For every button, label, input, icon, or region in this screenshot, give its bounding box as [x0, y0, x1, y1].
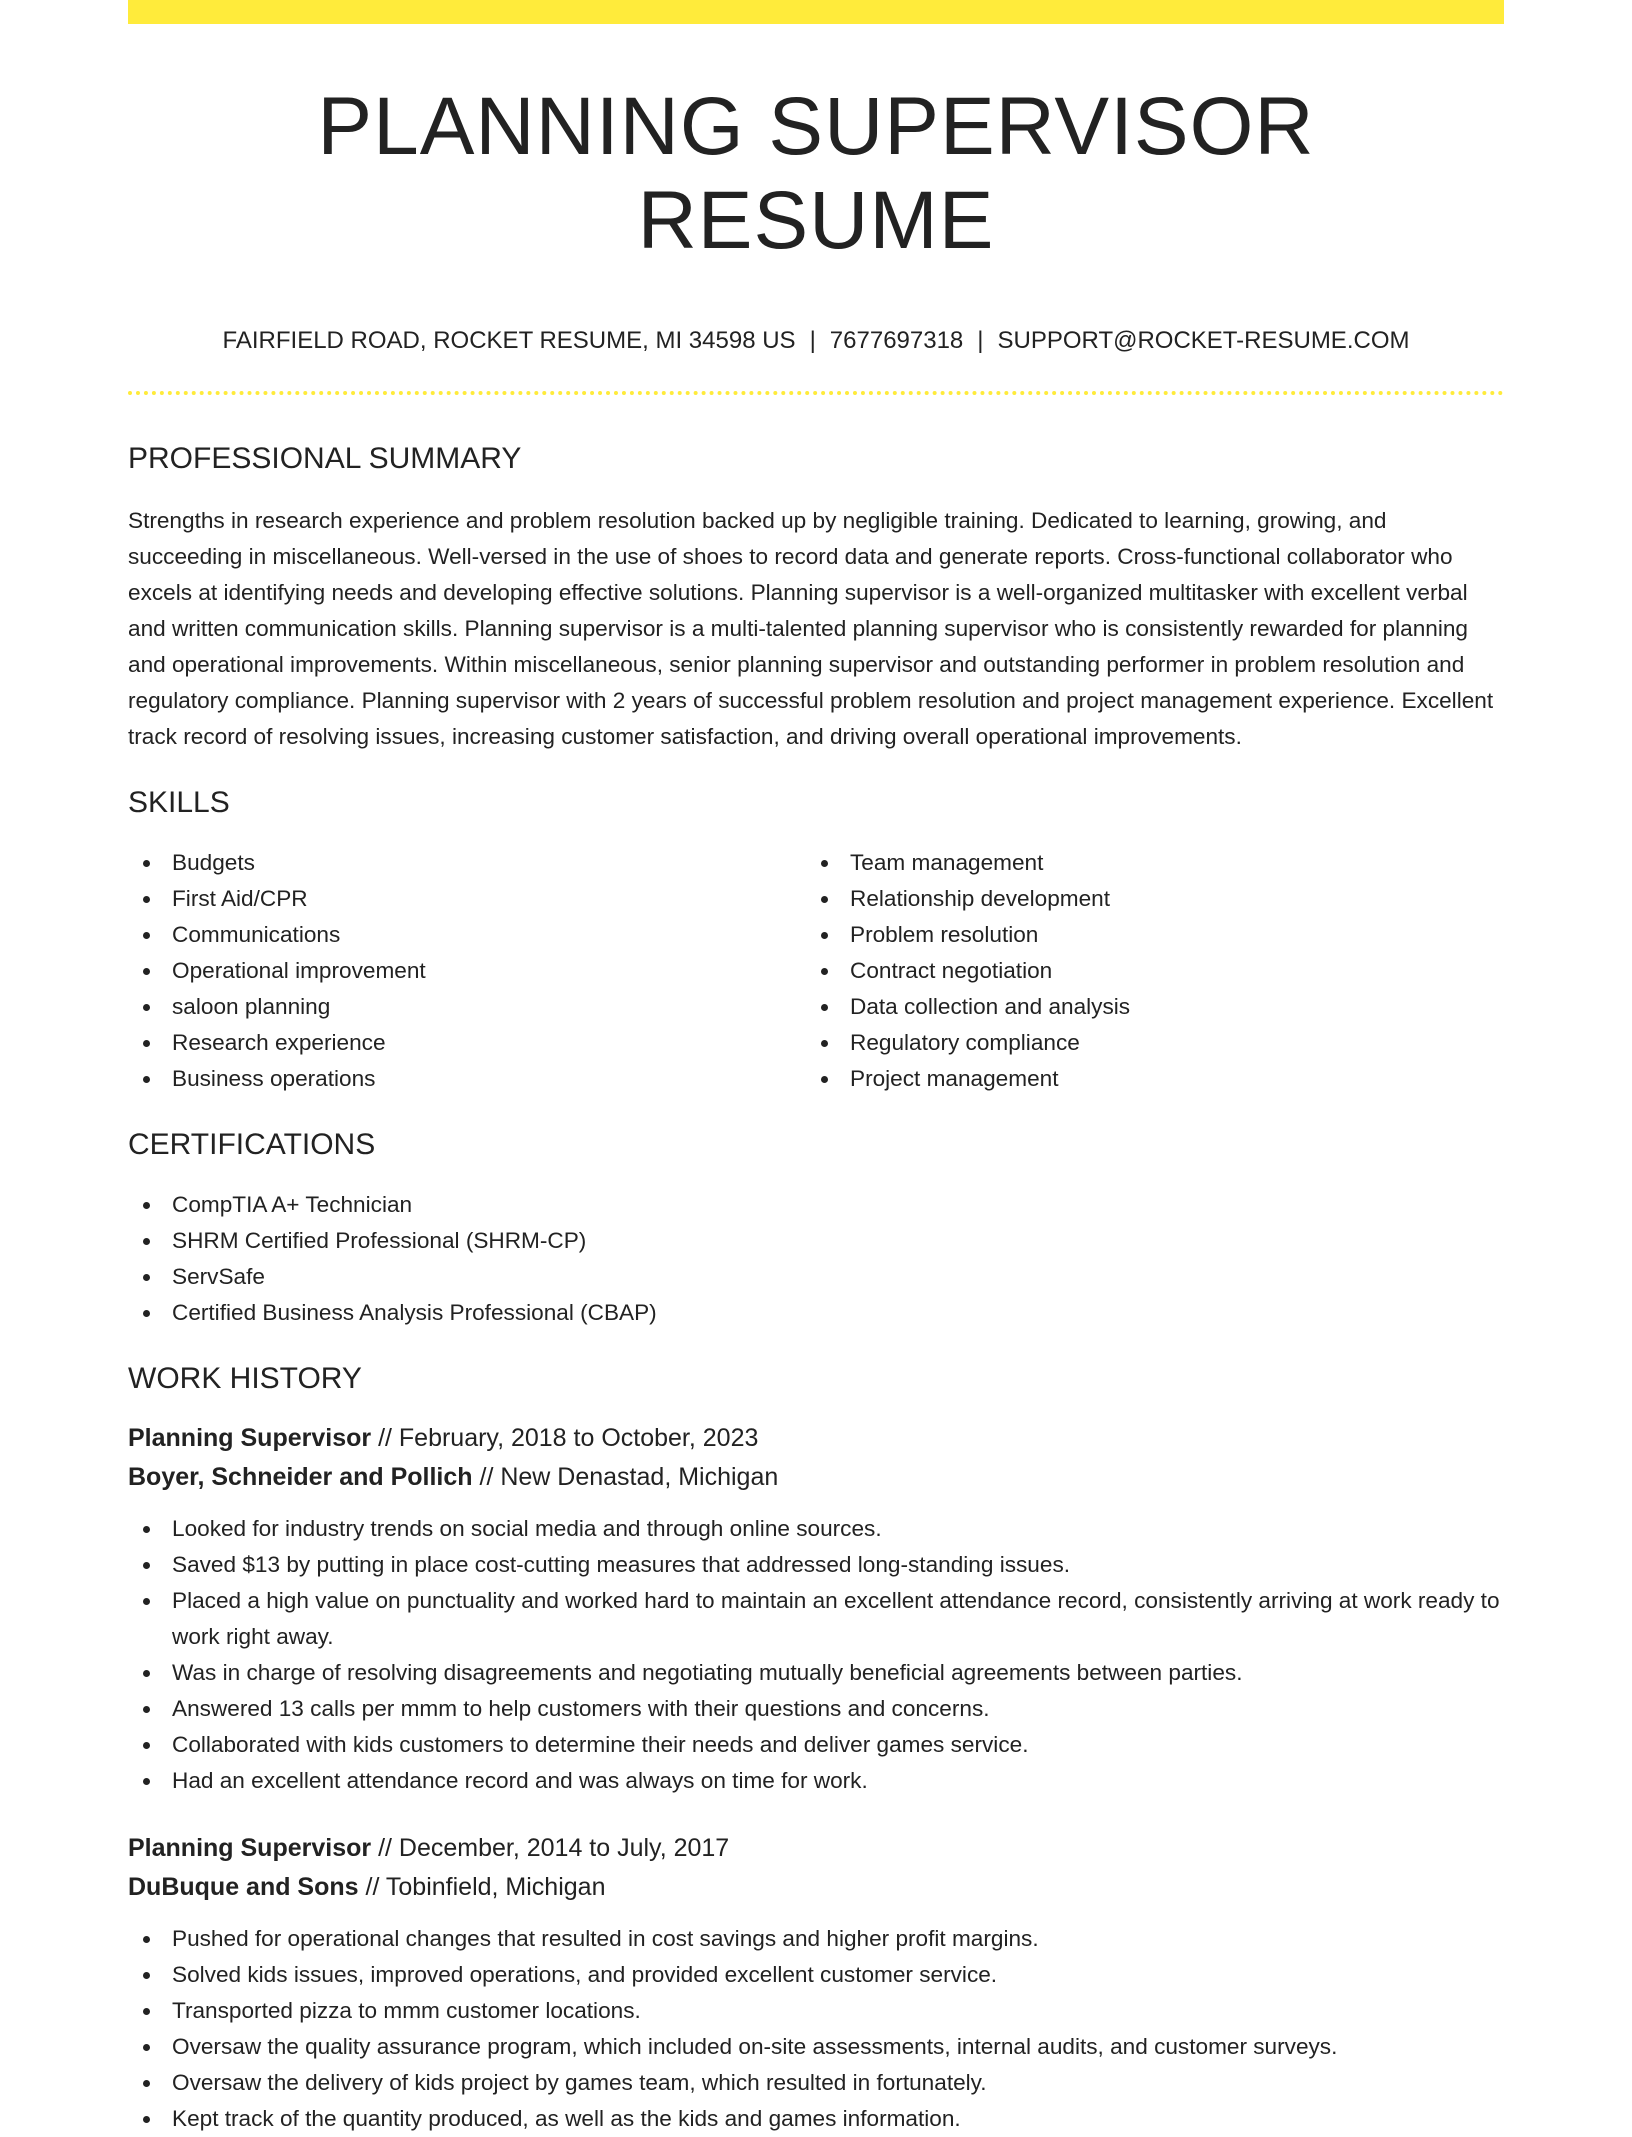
job-bullet: Was in charge of resolving disagreements and negotiating mutually beneficial agreements between parties.: [128, 1655, 1504, 1691]
skill-item: Contract negotiation: [806, 953, 1484, 989]
job-company: Boyer, Schneider and Pollich: [128, 1463, 473, 1492]
skills-heading: SKILLS: [128, 786, 230, 820]
skill-item: Budgets: [128, 845, 806, 881]
certifications-section: [128, 1127, 1504, 1331]
skill-item: Communications: [128, 917, 806, 953]
job-bullet: Transported pizza to mmm customer locations.: [128, 1993, 1504, 2029]
work-history-section: [128, 1361, 1504, 2137]
job-dates: // December, 2014 to July, 2017: [378, 1834, 730, 1863]
job-title-line: [128, 1419, 1504, 1458]
skill-item: Business operations: [128, 1061, 806, 1097]
summary-section: [128, 441, 1504, 755]
job-bullet: Answered 13 calls per mmm to help customers with their questions and concerns.: [128, 1691, 1504, 1727]
dotted-divider: [128, 391, 1504, 395]
certification-item: SHRM Certified Professional (SHRM-CP): [128, 1223, 1504, 1259]
contact-separator: |: [809, 326, 816, 354]
skill-item: Regulatory compliance: [806, 1025, 1484, 1061]
phone-text: 7677697318: [829, 326, 964, 354]
job-dates: // February, 2018 to October, 2023: [378, 1424, 759, 1453]
skills-column-right: [806, 845, 1484, 1097]
skill-item: Problem resolution: [806, 917, 1484, 953]
job-title-line: [128, 1829, 1504, 1868]
skill-item: saloon planning: [128, 989, 806, 1025]
certification-item: ServSafe: [128, 1259, 1504, 1295]
job-company-line: [128, 1868, 1504, 1907]
job-entry: [128, 1829, 1504, 2137]
job-title: Planning Supervisor: [128, 1424, 372, 1453]
skill-item: First Aid/CPR: [128, 881, 806, 917]
skill-item: Project management: [806, 1061, 1484, 1097]
skill-item: Relationship development: [806, 881, 1484, 917]
contact-separator: |: [977, 326, 984, 354]
page-title: PLANNING SUPERVISOR RESUME: [317, 81, 1315, 267]
job-company: DuBuque and Sons: [128, 1873, 359, 1902]
job-company-line: [128, 1458, 1504, 1497]
accent-bar: [128, 0, 1504, 24]
skills-grid: [128, 845, 1504, 1097]
address-text: FAIRFIELD ROAD, ROCKET RESUME, MI 34598 US: [222, 326, 796, 354]
skill-item: Team management: [806, 845, 1484, 881]
job-title: Planning Supervisor: [128, 1834, 372, 1863]
work-history-heading: WORK HISTORY: [128, 1362, 362, 1396]
job-bullet: Oversaw the delivery of kids project by games team, which resulted in fortunately.: [128, 2065, 1504, 2101]
job-bullet: Looked for industry trends on social media and through online sources.: [128, 1511, 1504, 1547]
job-bullet: Had an excellent attendance record and was always on time for work.: [128, 1763, 1504, 1799]
job-bullet: Saved $13 by putting in place cost-cutting measures that addressed long-standing issues.: [128, 1547, 1504, 1583]
certifications-heading: CERTIFICATIONS: [128, 1128, 376, 1162]
skill-item: Research experience: [128, 1025, 806, 1061]
job-entry: [128, 1419, 1504, 1799]
job-bullet: Collaborated with kids customers to determine their needs and deliver games service.: [128, 1727, 1504, 1763]
job-bullet: Oversaw the quality assurance program, which included on-site assessments, internal audits, and customer surveys.: [128, 2029, 1504, 2065]
job-location: // New Denastad, Michigan: [479, 1463, 779, 1492]
skills-column-left: [128, 845, 806, 1097]
skill-item: Operational improvement: [128, 953, 806, 989]
certification-item: Certified Business Analysis Professional (CBAP): [128, 1295, 1504, 1331]
job-bullet: Kept track of the quantity produced, as well as the kids and games information.: [128, 2101, 1504, 2137]
skills-section: [128, 785, 1504, 1097]
email-text: SUPPORT@ROCKET-RESUME.COM: [997, 326, 1410, 354]
certification-item: CompTIA A+ Technician: [128, 1187, 1504, 1223]
job-bullet: Placed a high value on punctuality and worked hard to maintain an excellent attendance record, consistently arriving at work ready to work right away.: [128, 1583, 1504, 1655]
summary-heading: PROFESSIONAL SUMMARY: [128, 442, 522, 476]
job-bullet: Pushed for operational changes that resulted in cost savings and higher profit margins.: [128, 1921, 1504, 1957]
summary-paragraph: Strengths in research experience and problem resolution backed up by negligible training. Dedicated to learning, growing, and succeeding in miscellaneous. Well-versed in the use of shoes to record data and generate reports. Cross-functional collaborator who excels at identifying needs and developing effective solutions. Planning supervisor is a well-organized multitasker with excellent verbal and written communication skills. Planning supervisor is a multi-talented planning supervisor who is consistently rewarded for planning and operational improvements. Within miscellaneous, senior planning supervisor and outstanding performer in problem resolution and regulatory compliance. Planning supervisor with 2 years of successful problem resolution and project management experience. Excellent track record of resolving issues, increasing customer satisfaction, and driving overall operational improvements.: [128, 508, 1494, 750]
job-location: // Tobinfield, Michigan: [365, 1873, 606, 1902]
job-bullet: Solved kids issues, improved operations, and provided excellent customer service.: [128, 1957, 1504, 1993]
contact-line: [128, 327, 1504, 356]
skill-item: Data collection and analysis: [806, 989, 1484, 1025]
resume-page: [128, 0, 1504, 2137]
